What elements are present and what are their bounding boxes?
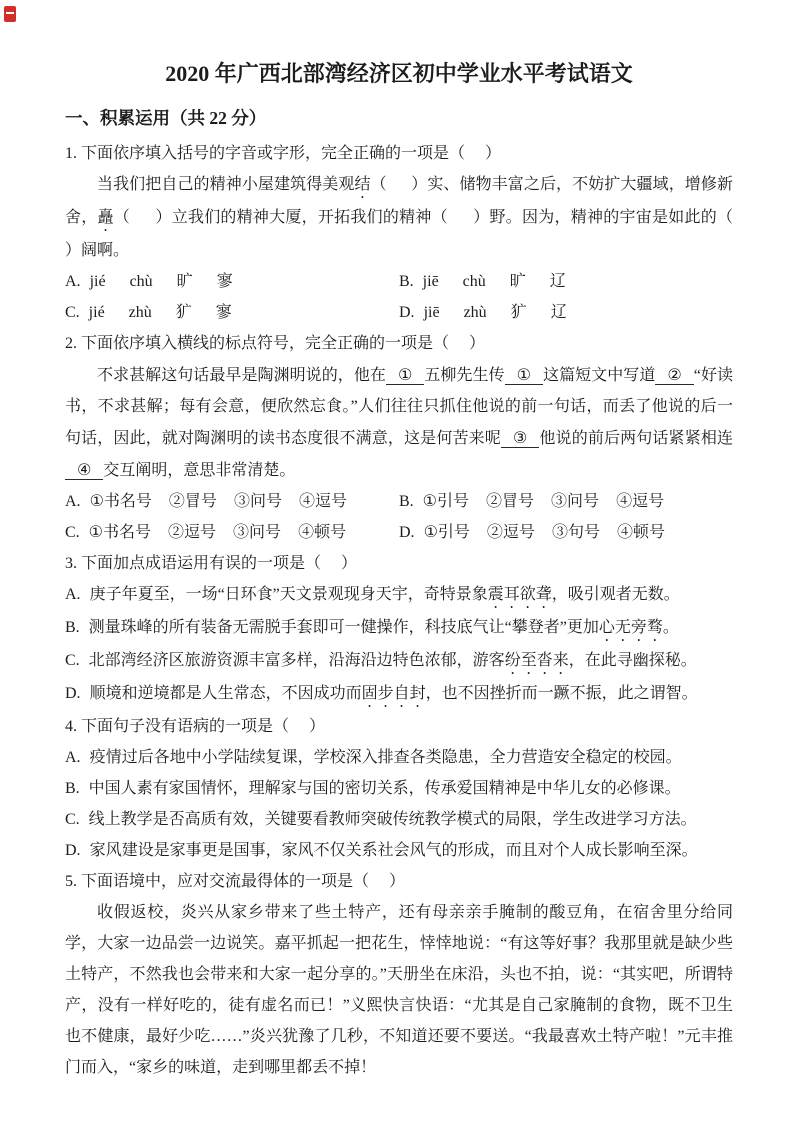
option-part: 旷 [509,273,526,290]
question-2-options-row-1 [65,486,733,517]
question-5-stem: 5. 下面语境中，应对交流最得体的一项是（ ） [65,873,406,890]
text-segment: 测量珠峰的所有装备无需脱手套即可一健操作，科技底气让“攀登者”更加 [88,619,599,636]
option-label: A. [65,586,81,603]
option-parts [89,304,232,321]
question-1-options-row-2 [65,297,733,328]
option-parts [423,273,566,290]
option-part: ③问号 [233,524,282,541]
option-part: ④顿号 [298,524,347,541]
emphasized-text: 心无旁骛 [598,619,663,636]
question-3 [65,548,733,711]
option-parts [424,304,567,321]
option-label: B. [65,780,80,797]
option-part: zhù [128,304,152,321]
question-1-options-row-1 [65,266,733,297]
option-part: jié [89,273,106,290]
option-part: ①书名号 [88,524,152,541]
option-label: D. [399,304,415,321]
option-part: chù [462,273,486,290]
q3-option-d [65,678,733,711]
emphasized-text: 固步自封 [361,685,426,702]
q1-option-c [65,297,399,328]
option-text: 疫情过后各地中小学陆续复课，学校深入排查各类隐患，全力营造安全稳定的校园。 [89,749,682,766]
question-4 [65,711,733,866]
option-label: D. [399,524,415,541]
q2-option-a [65,486,399,517]
option-label: A. [65,493,81,510]
punctuation-blank: ③ [501,428,540,448]
text-segment: （ ）立我们的精神大厦，开拓我们的精神（ ）野。因为，精神的宇宙是如此的（ ）阔啊。 [65,209,757,259]
q4-option-b [65,773,733,804]
text-segment: 五柳先生传 [424,367,505,384]
option-part: jiē [423,304,440,321]
text-segment: 交互阐明，意思非常清楚。 [103,462,296,479]
emphasized-text: 震耳欲聋 [487,586,552,603]
question-1-stem: 1. 下面依序填入括号的字音或字形，完全正确的一项是（ ） [65,145,502,162]
option-text [90,586,680,603]
option-part: ①引号 [423,524,470,541]
q2-option-d [399,517,733,548]
option-part: ①书名号 [89,493,152,510]
punctuation-blank: ① [386,365,424,385]
option-part: jiē [422,273,439,290]
option-label: B. [399,273,414,290]
text-segment: 他说的前后两句话紧紧相连 [539,430,733,447]
option-label: B. [65,619,80,636]
option-part: ②冒号 [168,493,217,510]
q2-option-c [65,517,399,548]
corner-stamp-icon [4,6,16,22]
question-1 [65,138,757,328]
q3-option-a [65,579,733,612]
option-part: ④顿号 [616,524,665,541]
option-part: 旷 [176,273,193,290]
option-label: B. [399,493,414,510]
text-segment: 不求甚解这句话最早是陶渊明说的，他在 [97,367,386,384]
text-segment: 北部湾经济区旅游资源丰富多样，沿海沿边特色浓郁，游客 [88,652,505,669]
option-parts [424,524,665,541]
option-part: ①引号 [422,493,470,510]
option-part: zhù [463,304,487,321]
option-label: A. [65,273,81,290]
text-segment: 。 [662,619,679,636]
option-parts [90,273,233,290]
option-text [89,652,697,669]
option-part: ③句号 [551,524,600,541]
option-part: 犷 [510,304,527,321]
question-5 [65,866,733,1083]
option-parts [90,493,347,510]
q3-option-b [65,612,733,645]
q4-option-c [65,804,733,835]
option-part: ②逗号 [486,524,535,541]
option-parts [423,493,664,510]
option-part: 辽 [549,273,566,290]
text-segment: “好读书，不求甚解；每有会意，便欣然忘食。”人们往往只抓住他说的前一句话，而丢了他说的后一句话，因此，就对陶渊明的读书态度很不满意，这是何苦来呢 [65,367,734,447]
punctuation-blank: ④ [65,460,103,480]
option-part: ③问号 [233,493,282,510]
text-segment: （ ）实、储物丰富之后，不妨扩大疆域，增修新舍， [65,176,733,226]
text-segment: ，在此寻幽探秘。 [568,652,697,669]
punctuation-blank: ① [505,365,543,385]
option-label: C. [65,811,80,828]
option-label: D. [65,685,81,702]
option-part: 犷 [175,304,192,321]
option-part: ②冒号 [486,493,535,510]
question-2-stem: 2. 下面依序填入横线的标点符号，完全正确的一项是（ ） [65,335,486,352]
option-label: C. [65,524,80,541]
text-segment: 顺境和逆境都是人生常态，不因成功而 [89,685,362,702]
text-segment: ，吸引观者无数。 [551,586,680,603]
option-text: 中国人素有家国情怀，理解家与国的密切关系，传承爱国精神是中华儿女的必修课。 [88,780,681,797]
question-2-options-row-2 [65,517,733,548]
emphasized-text: 矗 [97,209,114,226]
option-text [89,619,679,636]
option-part: jié [88,304,105,321]
emphasized-text: 纷至沓来 [504,652,569,669]
option-label: D. [65,842,81,859]
q1-option-b [399,266,733,297]
text-segment: 当我们把自己的精神小屋建筑得美观 [97,176,355,193]
option-part: ②逗号 [168,524,217,541]
option-text: 线上教学是否高质有效，关键要看教师突破传统教学模式的局限，学生改进学习方法。 [88,811,697,828]
q4-option-d [65,835,733,866]
question-5-passage: 收假返校，炎兴从家乡带来了些土特产，还有母亲亲手腌制的酸豆角，在宿舍里分给同学，大家一边品尝一边说笑。嘉平抓起一把花生，悻悻地说：“有这等好事？我那里就是缺少些土特产，不然我也会带来和大家一起分享的。”天册坐在床沿，头也不拍，说：“其实吧，所谓特产，没有一样好吃的，徒有虚名而已！”义熙快言快语：“尤其是自己家腌制的食物，既不卫生也不健康，最好少吃……”炎兴犹豫了几秒，不知道还要不要送。“我最喜欢土特产啦！”元丰推门而入，“家乡的味道，走到哪里都丢不掉！ [65,904,733,1076]
text-segment: 庚子年夏至，一场“日环食”天文景观现身天宇，奇特景象 [89,586,488,603]
text-segment: ，也不因挫折而一蹶不振，此之谓智。 [425,685,698,702]
option-label: C. [65,304,80,321]
option-text: 家风建设是家事更是国事，家风不仅关系社会风气的形成，而且对个人成长影响至深。 [89,842,698,859]
option-part: 辽 [550,304,567,321]
question-2-passage [65,359,733,486]
option-part: chù [129,273,153,290]
page-title: 2020 年广西北部湾经济区初中学业水平考试语文 [165,61,633,86]
option-part: 寥 [216,273,233,290]
question-2 [65,328,733,548]
text-segment: 这篇短文中写道 [543,367,656,384]
option-part: ④逗号 [298,493,347,510]
question-3-stem: 3. 下面加点成语运用有误的一项是（ ） [65,555,358,572]
q2-option-b [399,486,733,517]
q4-option-a [65,742,733,773]
question-1-passage [65,169,757,266]
option-text [90,685,698,702]
option-label: C. [65,652,80,669]
q3-option-c [65,645,733,678]
q1-option-d [399,297,733,328]
option-label: A. [65,749,81,766]
option-parts [89,524,346,541]
option-part: ④逗号 [616,493,665,510]
q1-option-a [65,266,399,297]
section-heading: 一、积累运用（共 22 分） [65,108,267,128]
option-part: ③问号 [551,493,600,510]
emphasized-text: 结 [354,176,371,193]
punctuation-blank: ② [655,365,693,385]
option-part: 寥 [215,304,232,321]
question-4-stem: 4. 下面句子没有语病的一项是（ ） [65,718,326,735]
